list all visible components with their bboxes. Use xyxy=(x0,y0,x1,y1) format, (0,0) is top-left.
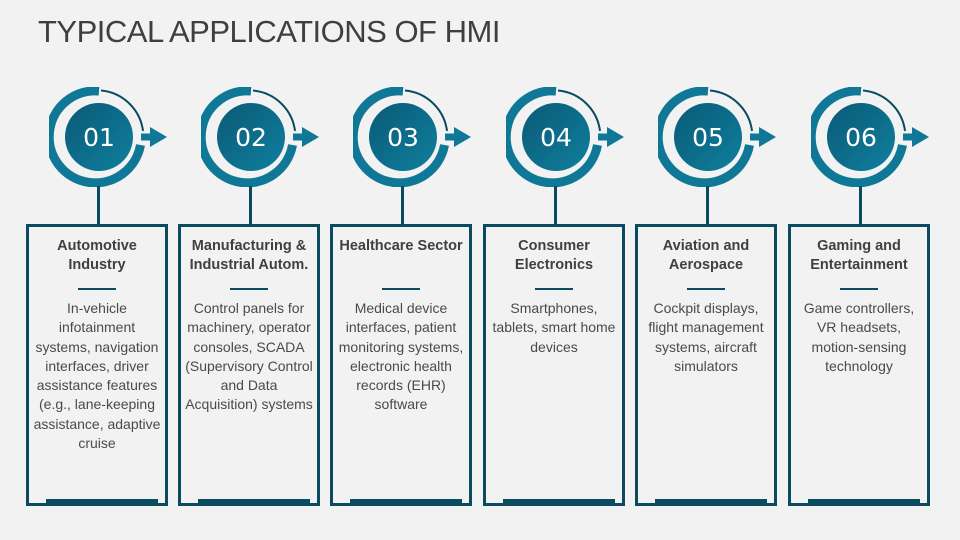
card-description: In-vehicle infotainment systems, navigation interfaces, driver assistance features (e.g., lane-keeping assistance, adaptive cruise xyxy=(33,300,161,452)
card-description: Medical device interfaces, patient monitoring systems, electronic health records (EHR) software xyxy=(338,300,464,413)
card-title: Consumer Electronics xyxy=(514,238,594,273)
card-divider xyxy=(78,288,116,290)
card-divider xyxy=(535,288,573,290)
application-card xyxy=(483,224,625,506)
connector-line xyxy=(554,186,557,226)
connector-line xyxy=(97,186,100,226)
application-step-06 xyxy=(786,0,938,540)
application-card xyxy=(178,224,320,506)
step-number: 04 xyxy=(540,122,572,152)
card-description: Cockpit displays, flight management systems, aircraft simulators xyxy=(648,300,764,374)
application-card xyxy=(26,224,168,506)
step-number: 05 xyxy=(692,122,724,152)
card-title: Gaming and Entertainment xyxy=(810,238,908,273)
step-badge xyxy=(201,87,301,187)
application-step-04 xyxy=(481,0,633,540)
step-number: 06 xyxy=(845,122,877,152)
card-title: Healthcare Sector xyxy=(339,238,463,254)
connector-line xyxy=(706,186,709,226)
card-footer-bar xyxy=(350,499,462,506)
card-title: Aviation and Aerospace xyxy=(662,238,750,273)
arrow-right-icon xyxy=(454,127,471,147)
connector-line xyxy=(859,186,862,226)
card-footer-bar xyxy=(46,499,158,506)
card-footer-bar xyxy=(503,499,615,506)
application-card xyxy=(330,224,472,506)
step-badge xyxy=(353,87,453,187)
card-footer-bar xyxy=(655,499,767,506)
application-step-03 xyxy=(328,0,480,540)
step-number: 01 xyxy=(83,122,115,152)
step-badge xyxy=(658,87,758,187)
card-title: Automotive Industry xyxy=(57,238,137,273)
step-badge xyxy=(49,87,149,187)
card-divider xyxy=(230,288,268,290)
card-divider xyxy=(382,288,420,290)
step-badge xyxy=(811,87,911,187)
page-title: TYPICAL APPLICATIONS OF HMI xyxy=(38,14,500,49)
connector-line xyxy=(401,186,404,226)
card-title: Manufacturing & Industrial Autom. xyxy=(189,238,309,273)
card-footer-bar xyxy=(198,499,310,506)
card-description: Game controllers, VR headsets, motion-sensing technology xyxy=(803,300,915,374)
arrow-right-icon xyxy=(912,127,929,147)
arrow-right-icon xyxy=(607,127,624,147)
arrow-right-icon xyxy=(150,127,167,147)
card-footer-bar xyxy=(808,499,920,506)
card-divider xyxy=(840,288,878,290)
application-card xyxy=(788,224,930,506)
application-step-02 xyxy=(176,0,328,540)
card-description: Control panels for machinery, operator consoles, SCADA (Supervisory Control and Data Acquisition) systems xyxy=(185,300,313,413)
step-badge xyxy=(506,87,606,187)
connector-line xyxy=(249,186,252,226)
arrow-right-icon xyxy=(302,127,319,147)
card-description: Smartphones, tablets, smart home devices xyxy=(492,300,616,355)
step-number: 02 xyxy=(235,122,267,152)
application-step-05 xyxy=(633,0,785,540)
arrow-right-icon xyxy=(759,127,776,147)
application-step-01 xyxy=(24,0,176,540)
step-number: 03 xyxy=(387,122,419,152)
application-card xyxy=(635,224,777,506)
card-divider xyxy=(687,288,725,290)
